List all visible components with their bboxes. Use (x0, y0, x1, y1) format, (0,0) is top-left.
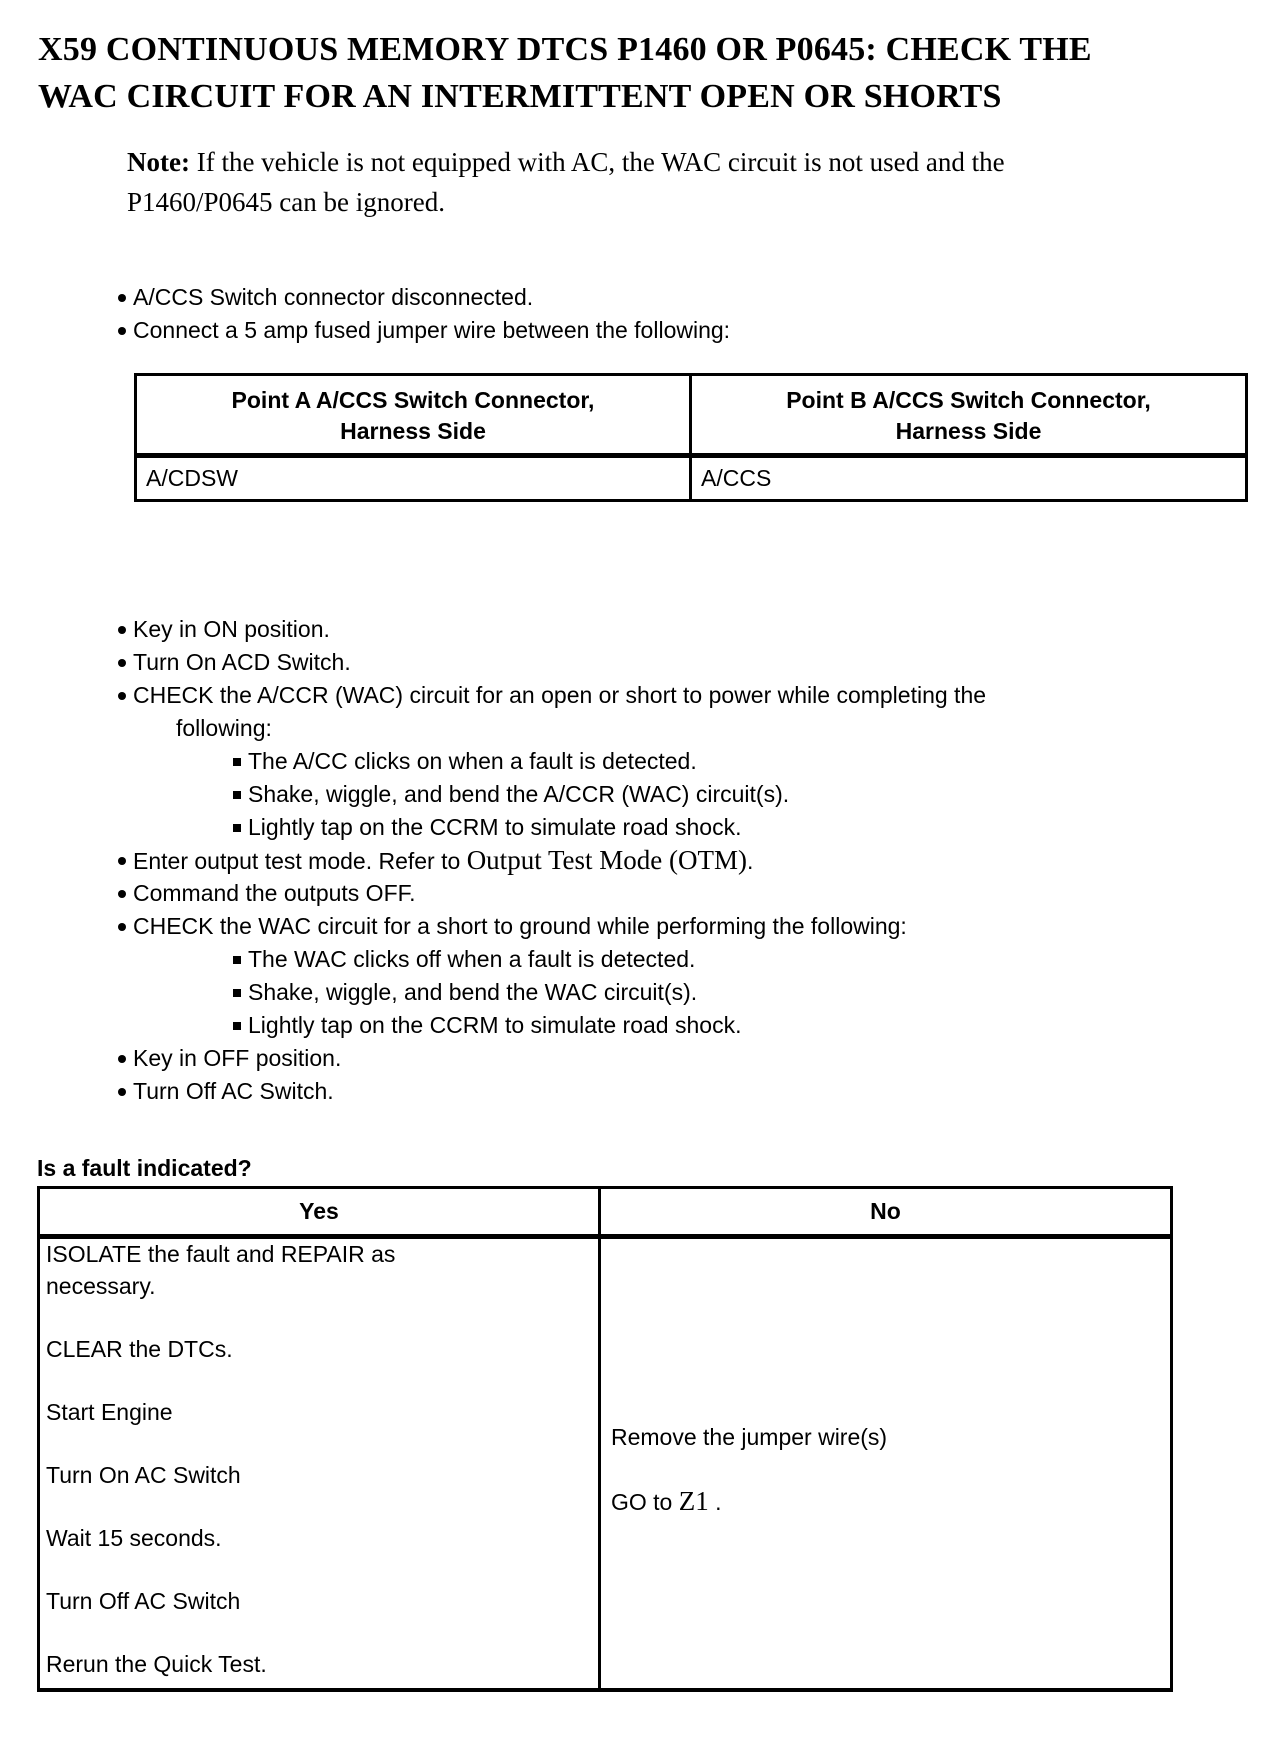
decision-table-body-row (40, 1239, 1170, 1688)
jumper-table-row (137, 458, 1245, 499)
step-subline: Lightly tap on the CCRM to simulate road shock. (110, 811, 1270, 844)
decision-cell-yes (40, 1239, 601, 1688)
page-title-line1: X59 CONTINUOUS MEMORY DTCS P1460 OR P0645: CHECK THE (38, 31, 1092, 68)
page-title (38, 26, 1248, 120)
jumper-table-cell-acdsw: A/CDSW (137, 458, 692, 499)
jumper-table-header-row (137, 376, 1245, 458)
step-line: Turn On ACD Switch. (110, 646, 1270, 679)
step-line: Command the outputs OFF. (110, 877, 1270, 910)
yes-no-decision-table (37, 1186, 1173, 1692)
jumper-table-header-point-b: Point B A/CCS Switch Connector, Harness Side (786, 387, 1151, 444)
step-line: CHECK the WAC circuit for a short to ground while performing the following: (110, 910, 1270, 943)
decision-header-yes: Yes (40, 1189, 601, 1234)
yes-action-line: Turn Off AC Switch (46, 1588, 241, 1614)
page-title-line2: WAC CIRCUIT FOR AN INTERMITTENT OPEN OR SHORTS (38, 78, 1002, 115)
no-action-line: Remove the jumper wire(s) (611, 1424, 888, 1450)
z1-link[interactable]: Z1 (678, 1486, 709, 1516)
step-subline: Shake, wiggle, and bend the WAC circuit(s). (110, 976, 1270, 1009)
step-subline: Lightly tap on the CCRM to simulate road shock. (110, 1009, 1270, 1042)
step-subline: Shake, wiggle, and bend the A/CCR (WAC) circuit(s). (110, 778, 1270, 811)
jumper-table-header-point-a: Point A A/CCS Switch Connector, Harness Side (137, 376, 692, 453)
fault-question-heading: Is a fault indicated? (37, 1155, 252, 1181)
step-subline: The A/CC clicks on when a fault is detected. (110, 745, 1270, 778)
yes-action-line: Start Engine (46, 1399, 173, 1425)
step-line: Enter output test mode. Refer to Output Test Mode (OTM). (110, 844, 1270, 877)
no-action-line: GO to Z1 . (611, 1486, 722, 1516)
decision-cell-no (601, 1239, 1170, 1688)
output-test-mode-link[interactable]: Output Test Mode (OTM) (466, 845, 748, 875)
note-paragraph (127, 142, 1167, 222)
yes-action-line: Rerun the Quick Test. (46, 1651, 267, 1677)
yes-action-line: Wait 15 seconds. (46, 1525, 222, 1551)
yes-action-line: ISOLATE the fault and REPAIR as (46, 1241, 396, 1267)
setup-bullet-list (110, 281, 1270, 347)
yes-action-line: CLEAR the DTCs. (46, 1336, 233, 1362)
jumper-table-cell-accs: A/CCS (701, 465, 772, 491)
note-line1: Note: If the vehicle is not equipped with AC, the WAC circuit is not used and the (127, 147, 1005, 177)
procedure-step-list (110, 613, 1270, 1108)
step-line: Turn Off AC Switch. (110, 1075, 1270, 1108)
note-label: Note: (127, 147, 190, 177)
decision-header-no: No (870, 1198, 901, 1224)
step-line: CHECK the A/CCR (WAC) circuit for an open or short to power while completing the (110, 679, 1270, 712)
bullet-item: Connect a 5 amp fused jumper wire between the following: (110, 314, 1270, 347)
step-line: Key in ON position. (110, 613, 1270, 646)
yes-action-line: Turn On AC Switch (46, 1462, 241, 1488)
yes-action-line: necessary. (46, 1273, 156, 1299)
step-line-continuation: following: (176, 715, 272, 741)
note-line2: P1460/P0645 can be ignored. (127, 187, 445, 217)
step-subline: The WAC clicks off when a fault is detected. (110, 943, 1270, 976)
jumper-connection-table (134, 373, 1248, 502)
decision-table-header-row (40, 1189, 1170, 1239)
step-line: Key in OFF position. (110, 1042, 1270, 1075)
bullet-item: A/CCS Switch connector disconnected. (110, 281, 1270, 314)
